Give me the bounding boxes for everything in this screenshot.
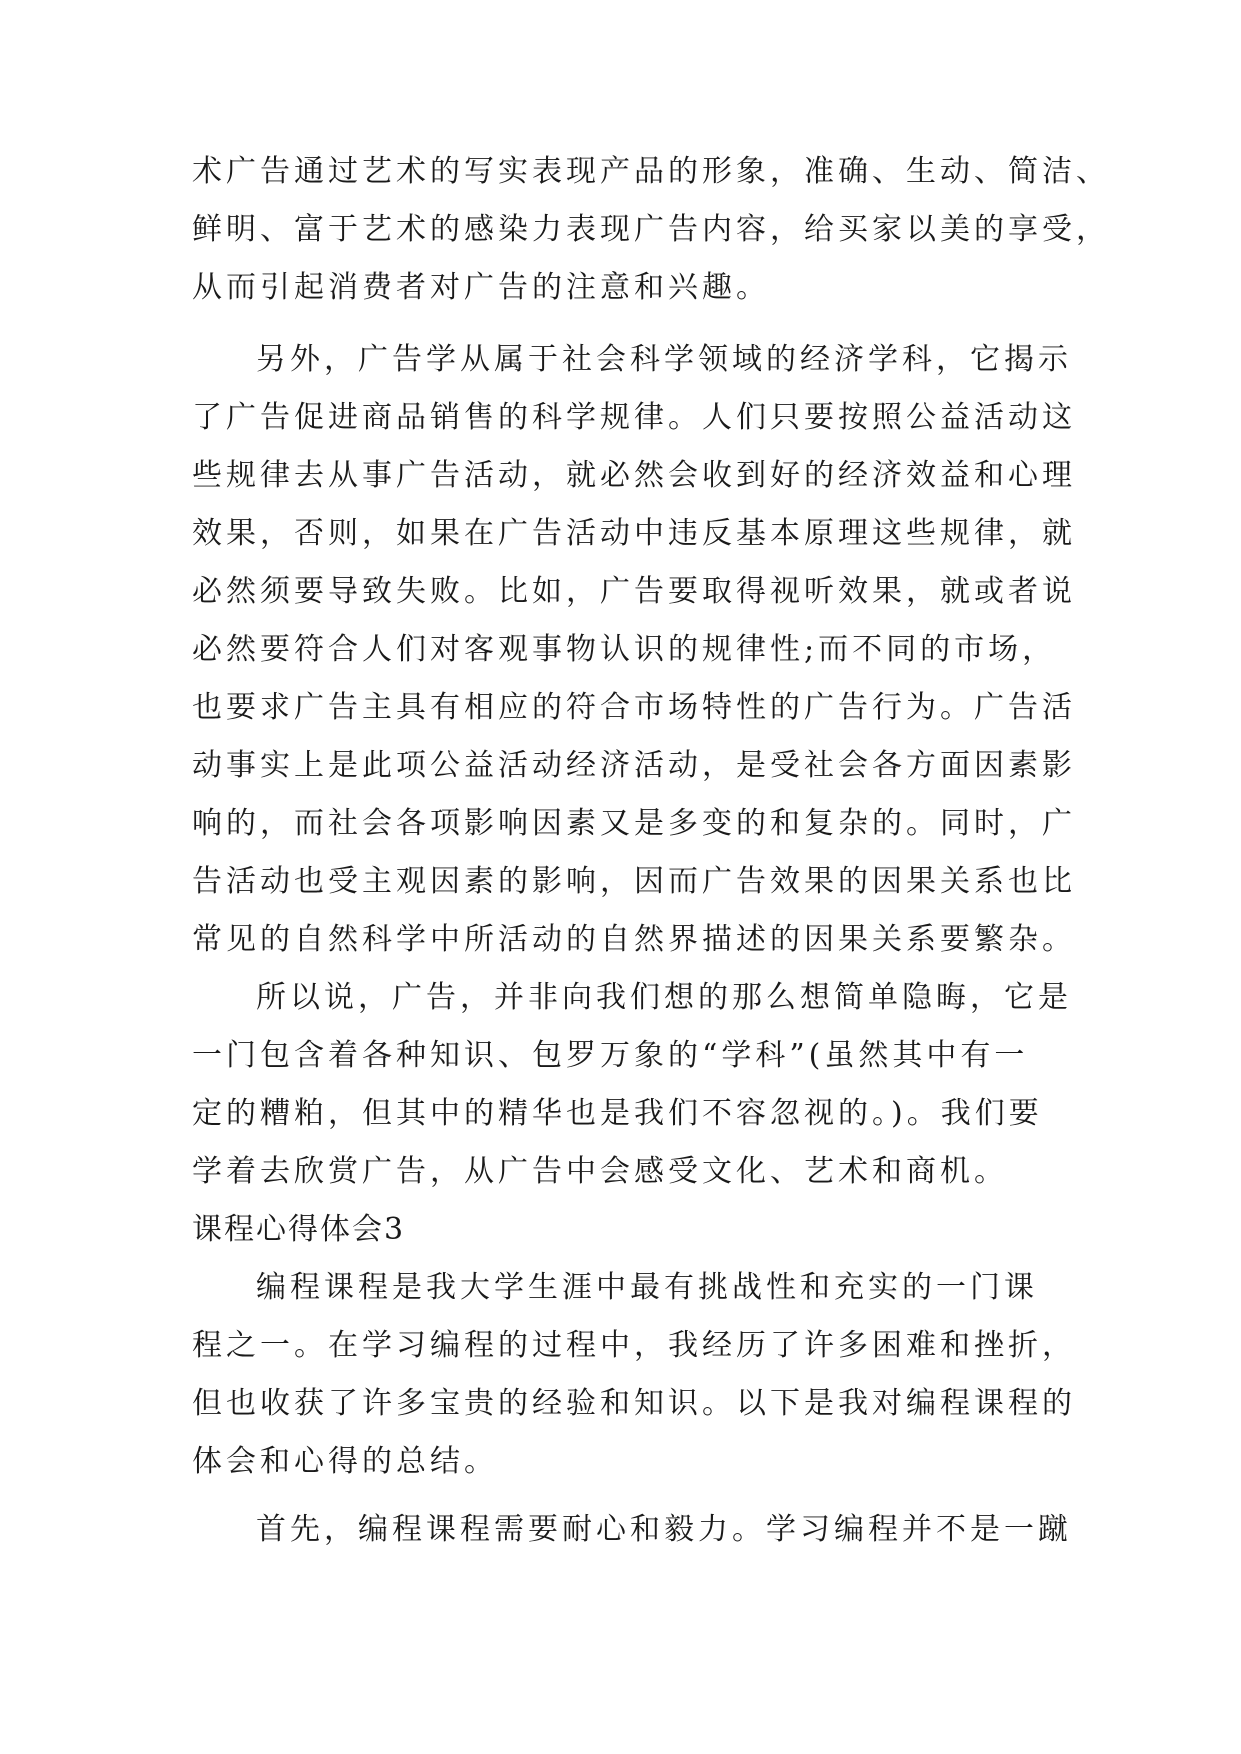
text-line: 术广告通过艺术的写实表现产品的形象，准确、生动、简洁、 bbox=[192, 154, 1110, 189]
text-line: 也要求广告主具有相应的符合市场特性的广告行为。广告活 bbox=[192, 690, 1076, 725]
text-line: 了广告促进商品销售的科学规律。人们只要按照公益活动这 bbox=[192, 400, 1076, 435]
text-line: 响的，而社会各项影响因素又是多变的和复杂的。同时，广 bbox=[192, 806, 1076, 841]
text-line: 必然要符合人们对客观事物认识的规律性;而不同的市场， bbox=[192, 632, 1057, 667]
text-line: 一门包含着各种知识、包罗万象的“学科”(虽然其中有一 bbox=[192, 1038, 1029, 1073]
text-line: 体会和心得的总结。 bbox=[192, 1444, 498, 1479]
paragraph-start-line: 另外，广告学从属于社会科学领域的经济学科，它揭示 bbox=[256, 342, 1072, 377]
paragraph-start-line: 所以说，广告，并非向我们想的那么想简单隐晦，它是 bbox=[256, 980, 1072, 1015]
text-line: 些规律去从事广告活动，就必然会收到好的经济效益和心理 bbox=[192, 458, 1076, 493]
text-line: 必然须要导致失败。比如，广告要取得视听效果，就或者说 bbox=[192, 574, 1076, 609]
text-line: 从而引起消费者对广告的注意和兴趣。 bbox=[192, 270, 770, 305]
paragraph-start-line: 首先，编程课程需要耐心和毅力。学习编程并不是一蹴 bbox=[256, 1512, 1072, 1547]
text-line: 程之一。在学习编程的过程中，我经历了许多困难和挫折， bbox=[192, 1328, 1076, 1363]
text-line: 定的糟粕，但其中的精华也是我们不容忽视的。)。我们要 bbox=[192, 1096, 1043, 1131]
text-line: 告活动也受主观因素的影响，因而广告效果的因果关系也比 bbox=[192, 864, 1076, 899]
text-line: 但也收获了许多宝贵的经验和知识。以下是我对编程课程的 bbox=[192, 1386, 1076, 1421]
section-heading: 课程心得体会3 bbox=[192, 1212, 406, 1247]
text-line: 效果，否则，如果在广告活动中违反基本原理这些规律，就 bbox=[192, 516, 1076, 551]
text-line: 鲜明、富于艺术的感染力表现广告内容，给买家以美的享受， bbox=[192, 212, 1110, 247]
text-line: 学着去欣赏广告，从广告中会感受文化、艺术和商机。 bbox=[192, 1154, 1008, 1189]
paragraph-start-line: 编程课程是我大学生涯中最有挑战性和充实的一门课 bbox=[256, 1270, 1038, 1305]
text-line: 动事实上是此项公益活动经济活动，是受社会各方面因素影 bbox=[192, 748, 1076, 783]
text-line: 常见的自然科学中所活动的自然界描述的因果关系要繁杂。 bbox=[192, 922, 1076, 957]
